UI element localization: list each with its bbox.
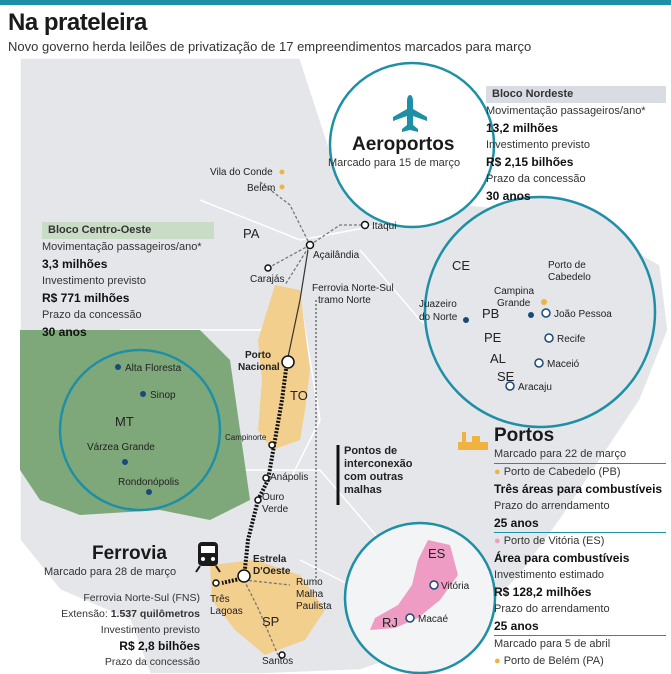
city-cabedelo-1: Porto de [548, 260, 586, 271]
city-sinop: Sinop [150, 390, 176, 401]
campina-dot [528, 312, 534, 318]
railway-ext-value: 1.537 quilômetros [110, 608, 200, 620]
fns-north-label-1: Ferrovia Norte-Sul [312, 283, 394, 294]
carajas-node [265, 265, 271, 271]
nordeste-inv-label: Investimento previsto [486, 139, 590, 151]
railway-schedule: Marcado para 28 de março [44, 566, 177, 578]
belem-name: Porto de Belém (PA) [503, 655, 604, 667]
city-porto-nacional-2: Nacional [238, 362, 280, 373]
city-anapolis: Anápolis [270, 472, 309, 483]
acailandia-node [307, 242, 314, 249]
fns-north-label-2: tramo Norte [318, 295, 371, 306]
maceio-dot [535, 359, 543, 367]
centro-oeste-pass-value: 3,3 milhões [42, 257, 108, 271]
railway-panel [20, 590, 200, 670]
varzea-grande-dot [122, 459, 128, 465]
city-ouro-verde-1: Ouro [262, 492, 285, 503]
cabedelo-term-label: Prazo do arrendamento [494, 500, 610, 512]
city-alta-floresta: Alta Floresta [125, 363, 182, 374]
rumo-label-2: Malha [296, 589, 324, 600]
page-subtitle: Novo governo herda leilões de privatização de 17 empreendimentos marcados para março [8, 39, 532, 54]
vitoria-desc: Área para combustíveis [494, 551, 630, 565]
railway-term-label: Prazo da concessão [104, 656, 200, 668]
vitoria-port-name [494, 533, 666, 550]
city-juazeiro-1: Juazeiro [419, 299, 457, 310]
city-cabedelo-2: Cabedelo [548, 272, 591, 283]
city-vitoria: Vitória [441, 581, 470, 592]
porto-nacional-node [282, 356, 294, 368]
vitoria-name: Porto de Vitória (ES) [503, 535, 605, 547]
city-juazeiro-2: do Norte [419, 312, 458, 323]
city-tres-lagoas-2: Lagoas [210, 606, 243, 617]
cabedelo-desc: Três áreas para combustíveis [494, 482, 663, 496]
state-sp-label: SP [262, 614, 280, 629]
macae-dot [406, 614, 414, 622]
city-vila-do-conde: Vila do Conde [210, 167, 273, 178]
port-bullet-icon: ● [494, 655, 504, 667]
ports-panel [494, 446, 666, 670]
city-itaqui: Itaqui [372, 221, 397, 232]
juazeiro-dot [463, 317, 469, 323]
city-varzea-grande: Várzea Grande [87, 442, 155, 453]
city-campina-1: Campina [494, 286, 535, 297]
airports-heading: Aeroportos [352, 134, 455, 155]
state-pa-label: PA [243, 226, 260, 241]
state-ce-label: CE [452, 258, 471, 273]
state-mt-label: MT [115, 414, 134, 429]
city-santos: Santos [262, 656, 294, 667]
city-joao-pessoa: João Pessoa [554, 309, 612, 320]
state-pb-label: PB [482, 306, 500, 321]
city-maceio: Maceió [547, 359, 580, 370]
bloco-nordeste-panel [486, 86, 666, 205]
page-title: Na prateleira [8, 9, 147, 36]
airports-schedule: Marcado para 15 de março [328, 157, 461, 169]
april-schedule: Marcado para 5 de abril [494, 638, 611, 650]
port-bullet-icon: ● [494, 535, 504, 547]
bloco-nordeste-title: Bloco Nordeste [486, 86, 666, 103]
vitoria-inv-value: R$ 128,2 milhões [494, 585, 592, 599]
itaqui-node [362, 222, 369, 229]
city-estrela-2: D'Oeste [253, 566, 291, 577]
city-porto-nacional-1: Porto [245, 350, 272, 361]
interconnect-label-3: com outras [344, 471, 404, 483]
centro-oeste-title: Bloco Centro-Oeste [42, 222, 214, 239]
city-belem: Belém [247, 183, 276, 194]
city-campinorte: Campinorte [225, 433, 267, 442]
cabedelo-term-value: 25 anos [494, 515, 666, 533]
joao-pessoa-dot [542, 309, 550, 317]
ports-schedule: Marcado para 22 de março [494, 446, 666, 464]
city-ouro-verde-2: Verde [262, 504, 289, 515]
city-acailandia: Açailândia [313, 250, 360, 261]
vila-do-conde-dot [280, 170, 285, 175]
alta-floresta-dot [115, 364, 121, 370]
nordeste-term-value: 30 anos [486, 189, 531, 203]
ports-heading: Portos [494, 425, 555, 446]
state-se-label: SE [497, 369, 515, 384]
city-recife: Recife [557, 334, 586, 345]
railway-extension [20, 606, 200, 622]
sinop-dot [140, 391, 146, 397]
nordeste-term-label: Prazo da concessão [486, 173, 586, 185]
recife-dot [545, 334, 553, 342]
anapolis-node [263, 475, 269, 481]
city-tres-lagoas-1: Três [210, 594, 230, 605]
city-rondonopolis: Rondonópolis [118, 477, 180, 488]
interconnect-label-4: malhas [344, 484, 382, 496]
centro-oeste-term-label: Prazo da concessão [42, 309, 142, 321]
vitoria-term-value: 25 anos [494, 618, 666, 636]
vitoria-term-label: Prazo do arrendamento [494, 603, 610, 615]
cabedelo-dot [541, 299, 547, 305]
city-aracaju: Aracaju [518, 382, 552, 393]
vitoria-inv-label: Investimento estimado [494, 569, 605, 581]
interconnect-label-1: Pontos de [344, 445, 398, 457]
vitoria-dot [430, 581, 438, 589]
state-pe-label: PE [484, 330, 502, 345]
railway-inv-label: Investimento previsto [100, 624, 200, 636]
bloco-centro-oeste-panel [42, 222, 214, 341]
railway-heading: Ferrovia [92, 543, 167, 564]
city-estrela-1: Estrela [253, 554, 287, 565]
railway-inv-value: R$ 2,8 bilhões [119, 639, 200, 653]
state-es-label: ES [428, 546, 446, 561]
centro-oeste-inv-label: Investimento previsto [42, 275, 146, 287]
belem-dot [280, 185, 285, 190]
cabedelo-port-name [494, 464, 666, 481]
ouro-verde-node [255, 497, 261, 503]
nordeste-inv-value: R$ 2,15 bilhões [486, 155, 574, 169]
campinorte-node [269, 442, 275, 448]
nordeste-pass-value: 13,2 milhões [486, 121, 559, 135]
interconnect-label-2: interconexão [344, 458, 413, 470]
rondonopolis-dot [146, 489, 152, 495]
nordeste-pass-label: Movimentação passageiros/ano* [486, 105, 646, 117]
state-al-label: AL [490, 351, 506, 366]
port-bullet-icon: ● [494, 466, 504, 478]
centro-oeste-inv-value: R$ 771 milhões [42, 291, 130, 305]
city-carajas: Carajás [250, 274, 285, 285]
belem-port-name [494, 653, 666, 670]
estrela-doeste-node [238, 570, 250, 582]
state-to-label: TO [290, 388, 308, 403]
state-rj-label: RJ [382, 615, 398, 630]
railway-ext-label: Extensão: [61, 608, 108, 620]
city-macae: Macaé [418, 614, 449, 625]
tres-lagoas-node [213, 580, 219, 586]
centro-oeste-pass-label: Movimentação passageiros/ano* [42, 241, 202, 253]
centro-oeste-term-value: 30 anos [42, 325, 87, 339]
rumo-label-3: Paulista [296, 601, 332, 612]
railway-name: Ferrovia Norte-Sul (FNS) [83, 592, 200, 604]
cabedelo-name: Porto de Cabedelo (PB) [503, 466, 621, 478]
rumo-label-1: Rumo [296, 577, 323, 588]
city-campina-2: Grande [497, 298, 531, 309]
